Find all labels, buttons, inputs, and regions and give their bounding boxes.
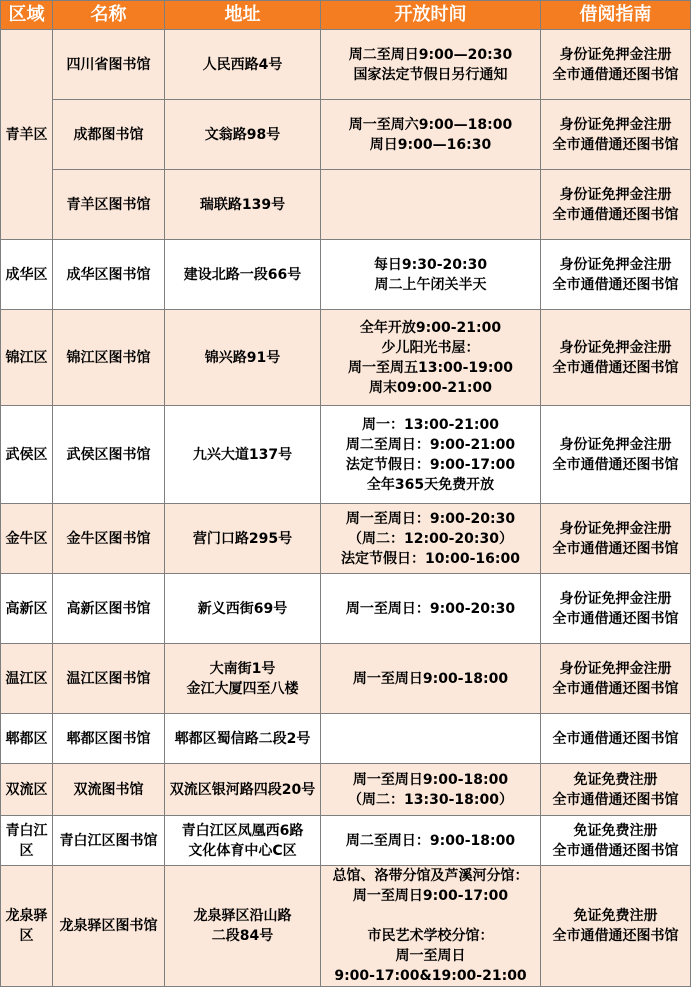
library-name-cell: 成都图书馆: [53, 100, 165, 170]
table-row: [1, 504, 691, 574]
library-name-cell: 金牛区图书馆: [53, 504, 165, 574]
table-row: [1, 866, 691, 987]
hours-line: 总馆、洛带分馆及芦溪河分馆：: [332, 868, 529, 884]
hours-line: （周二：12:00-20:30）: [348, 530, 513, 547]
guide-cell: [541, 816, 691, 866]
hours-line: 法定节假日：10:00-16:00: [341, 550, 520, 567]
guide-cell: [541, 100, 691, 170]
guide-line: 身份证免押金注册: [559, 186, 672, 203]
guide-line: 身份证免押金注册: [559, 46, 672, 63]
hours-line: [323, 906, 538, 926]
address-cell: [165, 504, 321, 574]
hours-line: 周一：13:00-21:00: [362, 416, 499, 433]
library-name-cell: 武侯区图书馆: [53, 406, 165, 504]
guide-line: 全市通借通还图书馆: [552, 540, 679, 557]
table-row: [1, 406, 691, 504]
hours-line: 周一至周日9:00-18:00: [352, 670, 509, 687]
header-address: 地址: [165, 1, 321, 30]
hours-line: 周一至周日: [395, 948, 466, 964]
address-cell: [165, 574, 321, 644]
hours-cell: [321, 816, 541, 866]
guide-cell: [541, 714, 691, 764]
header-row: [1, 1, 691, 30]
guide-line: 全市通借通还图书馆: [552, 842, 679, 859]
address-line: 文翁路98号: [204, 126, 281, 143]
guide-cell: [541, 406, 691, 504]
guide-cell: [541, 310, 691, 406]
district-cell: 青羊区: [1, 30, 53, 240]
library-name-cell: 温江区图书馆: [53, 644, 165, 714]
district-cell: 龙泉驿区: [1, 866, 53, 987]
address-cell: [165, 406, 321, 504]
guide-line: 身份证免押金注册: [559, 590, 672, 607]
hours-line: 周一至周六9:00—18:00: [348, 116, 513, 133]
hours-line: 全年365天免费开放: [366, 476, 495, 493]
address-line: 二段84号: [211, 928, 274, 944]
header-district: 区域: [1, 1, 53, 30]
table-body: [1, 30, 691, 987]
hours-cell: [321, 764, 541, 816]
table-row: [1, 714, 691, 764]
address-cell: [165, 30, 321, 100]
guide-cell: [541, 30, 691, 100]
table-row: [1, 170, 691, 240]
guide-line: 全市通借通还图书馆: [552, 680, 679, 697]
hours-cell: [321, 574, 541, 644]
guide-line: 身份证免押金注册: [559, 116, 672, 133]
hours-line: 少儿阳光书屋：: [381, 339, 480, 356]
hours-line: 周一至周日9:00-17:00: [352, 888, 509, 904]
hours-cell: [321, 30, 541, 100]
address-line: 青白江区凤凰西6路: [181, 822, 304, 839]
guide-line: 身份证免押金注册: [559, 256, 672, 273]
guide-cell: [541, 764, 691, 816]
guide-cell: [541, 170, 691, 240]
hours-line: 周日9:00—16:30: [369, 136, 492, 153]
library-name-cell: 双流图书馆: [53, 764, 165, 816]
address-cell: [165, 816, 321, 866]
address-cell: [165, 644, 321, 714]
hours-cell: [321, 504, 541, 574]
hours-cell: [321, 310, 541, 406]
address-line: 大南街1号: [209, 660, 276, 677]
table-row: [1, 100, 691, 170]
district-cell: 高新区: [1, 574, 53, 644]
hours-line: 市民艺术学校分馆：: [367, 928, 494, 944]
guide-cell: [541, 644, 691, 714]
guide-cell: [541, 866, 691, 987]
hours-line: 周二上午闭关半天: [374, 276, 487, 293]
header-name: 名称: [53, 1, 165, 30]
address-line: 人民西路4号: [202, 56, 283, 73]
address-line: 锦兴路91号: [204, 349, 281, 366]
hours-cell: [321, 170, 541, 240]
hours-line: 周一至周五13:00-19:00: [348, 359, 513, 376]
address-cell: [165, 714, 321, 764]
guide-line: 全市通借通还图书馆: [552, 791, 679, 808]
address-line: 金江大厦四至八楼: [186, 680, 299, 697]
table-row: [1, 310, 691, 406]
table-row: [1, 30, 691, 100]
guide-cell: [541, 504, 691, 574]
hours-line: 周末09:00-21:00: [369, 379, 492, 396]
guide-line: 身份证免押金注册: [559, 436, 672, 453]
address-line: 建设北路一段66号: [183, 266, 302, 283]
library-name-cell: 四川省图书馆: [53, 30, 165, 100]
district-cell: 金牛区: [1, 504, 53, 574]
table-row: [1, 644, 691, 714]
header-guide: 借阅指南: [541, 1, 691, 30]
guide-cell: [541, 574, 691, 644]
hours-line: （周二：13:30-18:00）: [348, 791, 513, 808]
address-cell: [165, 764, 321, 816]
guide-line: 身份证免押金注册: [559, 339, 672, 356]
address-cell: [165, 240, 321, 310]
hours-line: 周二至周日：9:00-21:00: [345, 436, 516, 453]
hours-cell: [321, 866, 541, 987]
guide-line: 全市通借通还图书馆: [552, 66, 679, 83]
guide-line: 免证免费注册: [573, 771, 658, 788]
district-cell: 青白江区: [1, 816, 53, 866]
district-cell: 郫都区: [1, 714, 53, 764]
guide-line: 全市通借通还图书馆: [552, 456, 679, 473]
hours-cell: [321, 644, 541, 714]
guide-line: 全市通借通还图书馆: [552, 206, 679, 223]
library-name-cell: 郫都区图书馆: [53, 714, 165, 764]
table-row: [1, 816, 691, 866]
guide-line: 全市通借通还图书馆: [552, 928, 679, 944]
guide-line: 身份证免押金注册: [559, 660, 672, 677]
library-name-cell: 高新区图书馆: [53, 574, 165, 644]
hours-line: 国家法定节假日另行通知: [353, 66, 508, 83]
table-row: [1, 764, 691, 816]
guide-line: 全市通借通还图书馆: [552, 136, 679, 153]
district-cell: 双流区: [1, 764, 53, 816]
library-name-cell: 青羊区图书馆: [53, 170, 165, 240]
district-cell: 武侯区: [1, 406, 53, 504]
address-cell: [165, 310, 321, 406]
table-row: [1, 240, 691, 310]
address-line: 瑞联路139号: [199, 196, 286, 213]
guide-line: 全市通借通还图书馆: [552, 610, 679, 627]
hours-line: 周二至周日9:00—20:30: [348, 46, 513, 63]
guide-line: 身份证免押金注册: [559, 520, 672, 537]
district-cell: 温江区: [1, 644, 53, 714]
guide-line: 全市通借通还图书馆: [552, 359, 679, 376]
address-line: 九兴大道137号: [192, 446, 293, 463]
address-cell: [165, 100, 321, 170]
address-line: 新义西街69号: [197, 600, 288, 617]
library-name-cell: 青白江区图书馆: [53, 816, 165, 866]
library-name-cell: 锦江区图书馆: [53, 310, 165, 406]
hours-line: 周二至周日：9:00-18:00: [345, 832, 516, 849]
hours-line: 周一至周日：9:00-20:30: [345, 510, 516, 527]
guide-line: 全市通借通还图书馆: [552, 730, 679, 747]
guide-line: 免证免费注册: [573, 822, 658, 839]
library-name-cell: 龙泉驿区图书馆: [53, 866, 165, 987]
hours-line: 周一至周日9:00-18:00: [352, 771, 509, 788]
header-hours: 开放时间: [321, 1, 541, 30]
hours-cell: [321, 714, 541, 764]
hours-line: 法定节假日：9:00-17:00: [345, 456, 516, 473]
hours-cell: [321, 240, 541, 310]
address-line: 文化体育中心C区: [188, 842, 297, 859]
address-cell: [165, 866, 321, 987]
district-cell: 锦江区: [1, 310, 53, 406]
address-line: 双流区银河路四段20号: [169, 781, 316, 798]
address-line: 郫都区蜀信路二段2号: [174, 730, 311, 747]
address-line: 龙泉驿区沿山路: [193, 908, 292, 924]
address-line: 营门口路295号: [192, 530, 293, 547]
hours-line: 每日9:30-20:30: [373, 256, 488, 273]
hours-line: 全年开放9:00-21:00: [359, 319, 502, 336]
guide-line: 全市通借通还图书馆: [552, 276, 679, 293]
hours-cell: [321, 100, 541, 170]
table-row: [1, 574, 691, 644]
guide-cell: [541, 240, 691, 310]
hours-line: 9:00-17:00&19:00-21:00: [334, 968, 527, 984]
district-cell: 成华区: [1, 240, 53, 310]
guide-line: 免证免费注册: [573, 908, 658, 924]
address-cell: [165, 170, 321, 240]
hours-line: 周一至周日：9:00-20:30: [345, 600, 516, 617]
library-name-cell: 成华区图书馆: [53, 240, 165, 310]
hours-cell: [321, 406, 541, 504]
